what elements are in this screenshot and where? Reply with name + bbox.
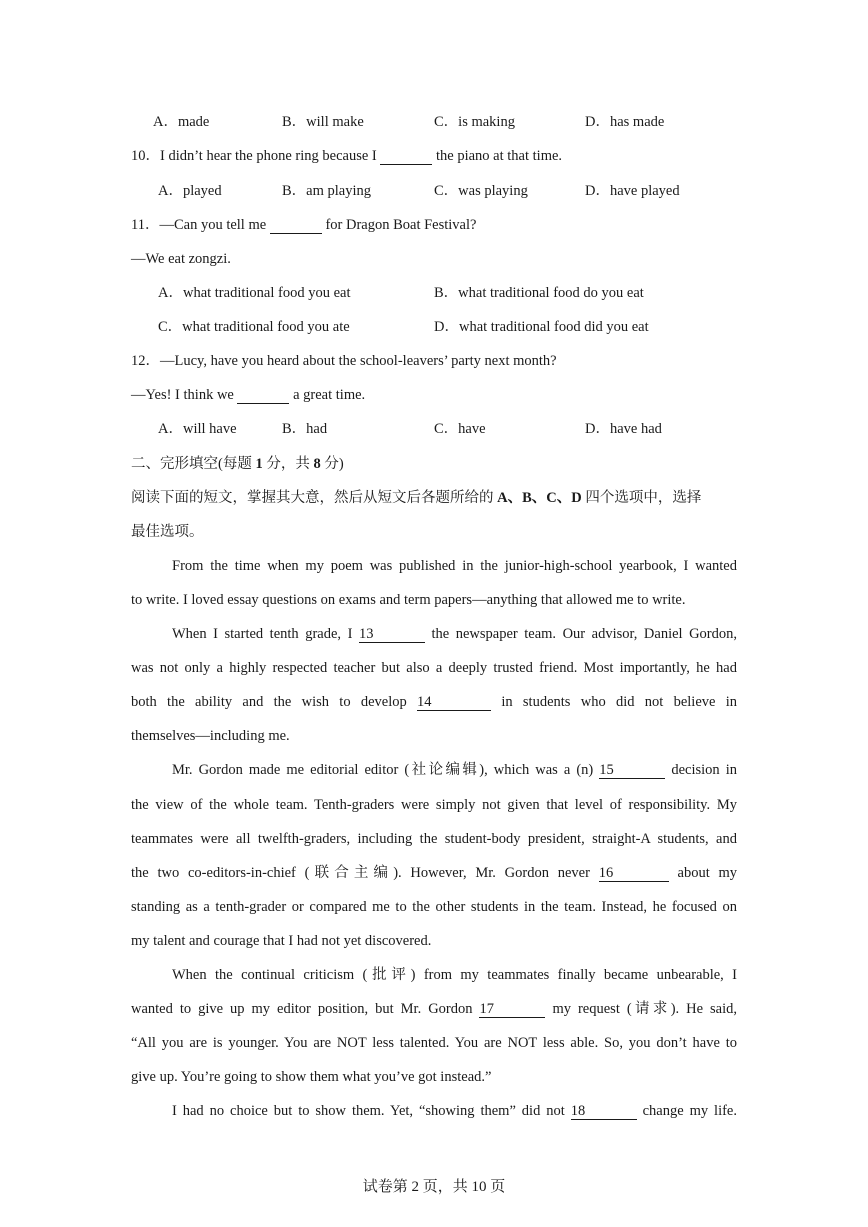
p2-text-c: both the ability and the wish to develop xyxy=(131,694,407,710)
q9-option-c: C．is making xyxy=(434,114,515,130)
passage-p4-line1: When the continual criticism (批评) from my teammates finally became unbearable, I xyxy=(172,967,737,983)
p5-text-a: I had no choice but to show them. Yet, “showing them” did not xyxy=(172,1103,565,1119)
section-heading-text: 二、完形填空(每题 xyxy=(131,456,256,472)
p2-text-b: the newspaper team. Our advisor, Daniel Gordon, xyxy=(431,626,738,642)
q11-suffix: for Dragon Boat Festival? xyxy=(325,217,477,233)
q10-option-c: C．was playing xyxy=(434,183,528,199)
q11-option-b: B．what traditional food do you eat xyxy=(434,285,644,301)
passage-p2-line3 xyxy=(131,692,737,712)
p3-text-c: the two co-editors-in-chief (联合主编). However, Mr. Gordon never xyxy=(131,865,590,881)
blank-17: 17 xyxy=(479,1001,545,1018)
passage-p3-line6: my talent and courage that I had not yet discovered. xyxy=(131,933,432,949)
q10-suffix: the piano at that time. xyxy=(436,148,563,164)
q11-blank xyxy=(270,217,322,234)
p3-text-b: decision in xyxy=(671,762,737,778)
section-heading-mid: 分，共 xyxy=(262,456,314,472)
blank-14: 14 xyxy=(417,694,491,711)
blank-18: 18 xyxy=(571,1103,637,1120)
p3-text-a: Mr. Gordon made me editorial editor (社论编辑), which was a (n) xyxy=(172,762,594,778)
p5-text-b: change my life. xyxy=(642,1103,737,1119)
passage-p3-line5: standing as a tenth-grader or compared me to the other students in the team. Instead, he focused on xyxy=(131,899,737,915)
q10-option-b: B．am playing xyxy=(282,183,372,199)
p4-text-b: my request (请求). He said, xyxy=(552,1001,738,1017)
q11-option-d: D．what traditional food did you eat xyxy=(434,319,649,335)
p4-text-a: wanted to give up my editor position, but Mr. Gordon xyxy=(131,1001,473,1017)
passage-p2-line2: was not only a highly respected teacher but also a deeply trusted friend. Most importantly, he had xyxy=(131,660,737,676)
q12-option-d: D．have had xyxy=(585,421,662,437)
q9-option-a: A．made xyxy=(153,114,210,130)
q12-suffix: a great time. xyxy=(293,387,366,403)
passage-p4-line2 xyxy=(131,999,737,1019)
q10-question xyxy=(131,146,562,166)
q12-option-a: A．will have xyxy=(158,421,237,437)
q12-blank xyxy=(237,387,289,404)
section-heading xyxy=(131,454,344,474)
q11-question xyxy=(131,215,476,235)
q10-prefix: 10．I didn’t hear the phone ring because I xyxy=(131,148,377,164)
passage-p1-line2: to write. I loved essay questions on exams and term papers—anything that allowed me to write. xyxy=(131,592,686,608)
passage-p4-line4: give up. You’re going to show them what you’ve got instead.” xyxy=(131,1069,492,1085)
section-instruction-line1 xyxy=(131,488,737,508)
section-heading-end: 分) xyxy=(320,456,344,472)
passage-p2-line1 xyxy=(172,624,737,644)
p2-text-d: in students who did not believe in xyxy=(501,694,738,710)
q12-option-c: C．have xyxy=(434,421,486,437)
passage-p4-line3: “All you are is younger. You are NOT less talented. You are NOT less able. So, you don’t have to xyxy=(131,1035,737,1051)
q10-blank xyxy=(380,148,432,165)
q9-option-d: D．has made xyxy=(585,114,665,130)
blank-15: 15 xyxy=(599,762,665,779)
q12-prefix: —Yes! I think we xyxy=(131,387,234,403)
q11-option-c: C．what traditional food you ate xyxy=(158,319,350,335)
passage-p1-line1: From the time when my poem was published in the junior-high-school yearbook, I wanted xyxy=(172,558,737,574)
section-heading-total: 8 xyxy=(313,456,321,472)
q12-option-b: B．had xyxy=(282,421,328,437)
passage-p3-line3: teammates were all twelfth-graders, including the student-body president, straight-A students, and xyxy=(131,831,737,847)
q10-option-d: D．have played xyxy=(585,183,680,199)
p3-text-d: about my xyxy=(677,865,738,881)
q10-option-a: A．played xyxy=(158,183,222,199)
q12-reply xyxy=(131,385,365,405)
instruction-letters: A、B、C、D xyxy=(497,490,582,506)
section-heading-points: 1 xyxy=(255,456,263,472)
passage-p3-line2: the view of the whole team. Tenth-graders were simply not given that level of responsibility. My xyxy=(131,797,737,813)
passage-p5-line1 xyxy=(172,1101,737,1121)
passage-p3-line4 xyxy=(131,863,737,883)
q9-option-b: B．will make xyxy=(282,114,364,130)
q12-question: 12．—Lucy, have you heard about the school-leavers’ party next month? xyxy=(131,353,557,369)
instruction-text: 阅读下面的短文，掌握其大意，然后从短文后各题所给的 xyxy=(131,490,498,506)
section-instruction-line2: 最佳选项。 xyxy=(131,524,204,540)
page-footer: 试卷第 2 页，共 10 页 xyxy=(362,1179,506,1195)
instruction-text-end: 四个选项中，选择 xyxy=(581,490,702,506)
passage-p2-line4: themselves—including me. xyxy=(131,728,290,744)
blank-16: 16 xyxy=(599,865,669,882)
q11-prefix: 11．—Can you tell me xyxy=(131,217,267,233)
blank-13: 13 xyxy=(359,626,425,643)
q11-answer-line: —We eat zongzi. xyxy=(131,251,231,267)
p2-text-a: When I started tenth grade, I xyxy=(172,626,353,642)
passage-p3-line1 xyxy=(172,760,737,780)
q11-option-a: A．what traditional food you eat xyxy=(158,285,351,301)
